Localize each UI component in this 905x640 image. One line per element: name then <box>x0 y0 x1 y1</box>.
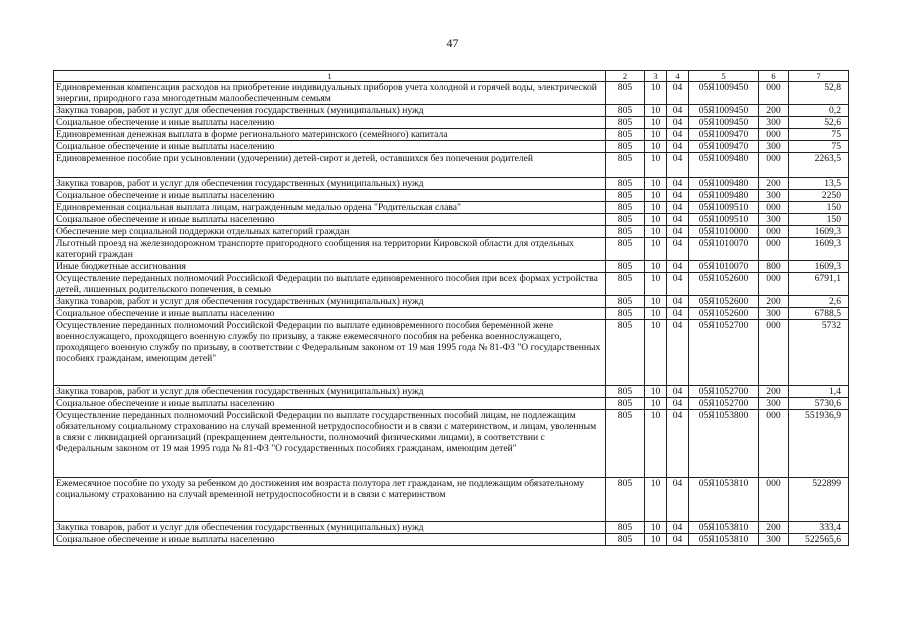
cell-ministry-code: 805 <box>606 178 645 190</box>
cell-amount: 522565,6 <box>789 534 849 546</box>
table-row <box>54 386 849 398</box>
row-description: Социальное обеспечение и иные выплаты населению <box>54 534 606 546</box>
cell-target-article: 05Я1009510 <box>689 202 759 214</box>
column-header: 5 <box>689 71 759 82</box>
cell-target-article: 05Я1009450 <box>689 117 759 129</box>
row-description: Осуществление переданных полномочий Российской Федерации по выплате единовременного пособия при всех формах устройства детей, лишенных родительского попечения, в семью <box>54 273 606 296</box>
table-row <box>54 178 849 190</box>
cell-section: 10 <box>645 153 667 178</box>
cell-amount: 1,4 <box>789 386 849 398</box>
row-description: Закупка товаров, работ и услуг для обеспечения государственных (муниципальных) нужд <box>54 296 606 308</box>
cell-target-article: 05Я1009510 <box>689 214 759 226</box>
column-header: 4 <box>667 71 689 82</box>
cell-section: 10 <box>645 190 667 202</box>
page-number: 47 <box>446 36 459 50</box>
table-row <box>54 273 849 296</box>
cell-amount: 5732 <box>789 320 849 386</box>
cell-subsection: 04 <box>667 117 689 129</box>
table-row <box>54 153 849 178</box>
cell-expense-type: 800 <box>759 261 789 273</box>
cell-amount: 2250 <box>789 190 849 202</box>
column-header: 6 <box>759 71 789 82</box>
cell-target-article: 05Я1009450 <box>689 82 759 105</box>
cell-target-article: 05Я1052700 <box>689 320 759 386</box>
table-row <box>54 190 849 202</box>
table-row <box>54 202 849 214</box>
cell-target-article: 05Я1053810 <box>689 522 759 534</box>
cell-section: 10 <box>645 129 667 141</box>
cell-subsection: 04 <box>667 410 689 478</box>
table-row <box>54 410 849 478</box>
cell-subsection: 04 <box>667 178 689 190</box>
cell-section: 10 <box>645 534 667 546</box>
cell-subsection: 04 <box>667 534 689 546</box>
cell-subsection: 04 <box>667 238 689 261</box>
cell-section: 10 <box>645 522 667 534</box>
cell-ministry-code: 805 <box>606 398 645 410</box>
cell-amount: 5730,6 <box>789 398 849 410</box>
cell-expense-type: 300 <box>759 214 789 226</box>
column-header: 7 <box>789 71 849 82</box>
row-description: Закупка товаров, работ и услуг для обеспечения государственных (муниципальных) нужд <box>54 522 606 534</box>
cell-subsection: 04 <box>667 82 689 105</box>
cell-amount: 1609,3 <box>789 226 849 238</box>
cell-section: 10 <box>645 273 667 296</box>
row-description: Социальное обеспечение и иные выплаты населению <box>54 398 606 410</box>
row-description: Социальное обеспечение и иные выплаты населению <box>54 308 606 320</box>
cell-section: 10 <box>645 478 667 522</box>
cell-ministry-code: 805 <box>606 296 645 308</box>
cell-subsection: 04 <box>667 522 689 534</box>
cell-ministry-code: 805 <box>606 190 645 202</box>
cell-ministry-code: 805 <box>606 129 645 141</box>
cell-section: 10 <box>645 202 667 214</box>
table-row <box>54 226 849 238</box>
cell-section: 10 <box>645 117 667 129</box>
cell-subsection: 04 <box>667 141 689 153</box>
cell-expense-type: 200 <box>759 386 789 398</box>
budget-table <box>53 70 849 546</box>
cell-target-article: 05Я1009470 <box>689 129 759 141</box>
table-row <box>54 238 849 261</box>
table-row <box>54 141 849 153</box>
cell-amount: 75 <box>789 129 849 141</box>
table-row <box>54 261 849 273</box>
cell-subsection: 04 <box>667 153 689 178</box>
cell-amount: 1609,3 <box>789 238 849 261</box>
column-header: 2 <box>606 71 645 82</box>
cell-subsection: 04 <box>667 320 689 386</box>
cell-section: 10 <box>645 141 667 153</box>
cell-subsection: 04 <box>667 226 689 238</box>
cell-expense-type: 300 <box>759 190 789 202</box>
cell-expense-type: 000 <box>759 410 789 478</box>
table-row <box>54 320 849 386</box>
cell-amount: 2,6 <box>789 296 849 308</box>
cell-target-article: 05Я1052700 <box>689 398 759 410</box>
cell-section: 10 <box>645 105 667 117</box>
table-row <box>54 82 849 105</box>
cell-ministry-code: 805 <box>606 202 645 214</box>
row-description: Ежемесячное пособие по уходу за ребенком до достижения им возраста полутора лет гражданам, не подлежащим обязательному социальному страхованию на случай временной нетрудоспособности и в связи с материнством <box>54 478 606 522</box>
cell-expense-type: 000 <box>759 320 789 386</box>
cell-expense-type: 200 <box>759 522 789 534</box>
cell-expense-type: 000 <box>759 153 789 178</box>
cell-amount: 0,2 <box>789 105 849 117</box>
cell-ministry-code: 805 <box>606 117 645 129</box>
header-row <box>54 71 849 82</box>
cell-subsection: 04 <box>667 190 689 202</box>
row-description: Закупка товаров, работ и услуг для обеспечения государственных (муниципальных) нужд <box>54 386 606 398</box>
cell-section: 10 <box>645 398 667 410</box>
cell-ministry-code: 805 <box>606 238 645 261</box>
cell-section: 10 <box>645 410 667 478</box>
table-row <box>54 105 849 117</box>
row-description: Иные бюджетные ассигнования <box>54 261 606 273</box>
cell-subsection: 04 <box>667 129 689 141</box>
cell-expense-type: 000 <box>759 273 789 296</box>
row-description: Социальное обеспечение и иные выплаты населению <box>54 117 606 129</box>
cell-section: 10 <box>645 261 667 273</box>
cell-section: 10 <box>645 214 667 226</box>
cell-amount: 150 <box>789 214 849 226</box>
table-row <box>54 308 849 320</box>
row-description: Обеспечение мер социальной поддержки отдельных категорий граждан <box>54 226 606 238</box>
cell-ministry-code: 805 <box>606 82 645 105</box>
cell-expense-type: 000 <box>759 82 789 105</box>
row-description: Единовременное пособие при усыновлении (удочерении) детей-сирот и детей, оставшихся без попечения родителей <box>54 153 606 178</box>
cell-subsection: 04 <box>667 214 689 226</box>
cell-amount: 52,6 <box>789 117 849 129</box>
cell-expense-type: 300 <box>759 117 789 129</box>
row-description: Закупка товаров, работ и услуг для обеспечения государственных (муниципальных) нужд <box>54 178 606 190</box>
cell-target-article: 05Я1009470 <box>689 141 759 153</box>
cell-ministry-code: 805 <box>606 308 645 320</box>
cell-expense-type: 200 <box>759 178 789 190</box>
cell-subsection: 04 <box>667 398 689 410</box>
table-row <box>54 398 849 410</box>
cell-target-article: 05Я1010070 <box>689 261 759 273</box>
table-row <box>54 296 849 308</box>
cell-amount: 333,4 <box>789 522 849 534</box>
cell-subsection: 04 <box>667 478 689 522</box>
cell-expense-type: 000 <box>759 226 789 238</box>
table-row <box>54 478 849 522</box>
cell-amount: 6791,1 <box>789 273 849 296</box>
cell-target-article: 05Я1009450 <box>689 105 759 117</box>
cell-target-article: 05Я1009480 <box>689 190 759 202</box>
row-description: Социальное обеспечение и иные выплаты населению <box>54 141 606 153</box>
cell-target-article: 05Я1052700 <box>689 386 759 398</box>
column-header: 3 <box>645 71 667 82</box>
cell-expense-type: 300 <box>759 308 789 320</box>
cell-ministry-code: 805 <box>606 410 645 478</box>
cell-section: 10 <box>645 320 667 386</box>
table-row <box>54 522 849 534</box>
cell-ministry-code: 805 <box>606 478 645 522</box>
cell-subsection: 04 <box>667 261 689 273</box>
cell-ministry-code: 805 <box>606 141 645 153</box>
cell-amount: 75 <box>789 141 849 153</box>
cell-target-article: 05Я1009480 <box>689 153 759 178</box>
cell-amount: 150 <box>789 202 849 214</box>
cell-expense-type: 200 <box>759 296 789 308</box>
cell-expense-type: 300 <box>759 398 789 410</box>
row-description: Закупка товаров, работ и услуг для обеспечения государственных (муниципальных) нужд <box>54 105 606 117</box>
row-description: Единовременная компенсация расходов на приобретение индивидуальных приборов учета холодной и горячей воды, электрической энергии, природного газа многодетным малообеспеченным семьям <box>54 82 606 105</box>
cell-amount: 1609,3 <box>789 261 849 273</box>
cell-target-article: 05Я1010070 <box>689 238 759 261</box>
cell-target-article: 05Я1053810 <box>689 534 759 546</box>
table-row <box>54 214 849 226</box>
table-row <box>54 117 849 129</box>
cell-target-article: 05Я1052600 <box>689 273 759 296</box>
table-row <box>54 129 849 141</box>
cell-section: 10 <box>645 178 667 190</box>
cell-ministry-code: 805 <box>606 522 645 534</box>
cell-target-article: 05Я1053810 <box>689 478 759 522</box>
cell-target-article: 05Я1010000 <box>689 226 759 238</box>
row-description: Осуществление переданных полномочий Российской Федерации по выплате государственных пособий лицам, не подлежащим обязательному социальному страхованию на случай временной нетрудоспособности и в связи с материнством, и лицам, уволенным в связи с ликвидацией организаций (прекращением деятельности, полномочий физическими лицами), в соответствии с Федеральным законом от 19 мая 1995 года № 81-ФЗ "О государственных пособиях гражданам, имеющим детей" <box>54 410 606 478</box>
cell-subsection: 04 <box>667 273 689 296</box>
cell-ministry-code: 805 <box>606 153 645 178</box>
cell-section: 10 <box>645 82 667 105</box>
cell-target-article: 05Я1009480 <box>689 178 759 190</box>
cell-amount: 52,8 <box>789 82 849 105</box>
cell-ministry-code: 805 <box>606 386 645 398</box>
cell-section: 10 <box>645 226 667 238</box>
cell-section: 10 <box>645 386 667 398</box>
cell-ministry-code: 805 <box>606 320 645 386</box>
row-description: Единовременная социальная выплата лицам, награжденным медалью ордена "Родительская слава" <box>54 202 606 214</box>
cell-expense-type: 200 <box>759 105 789 117</box>
cell-amount: 13,5 <box>789 178 849 190</box>
cell-amount: 6788,5 <box>789 308 849 320</box>
cell-subsection: 04 <box>667 308 689 320</box>
cell-ministry-code: 805 <box>606 226 645 238</box>
cell-subsection: 04 <box>667 386 689 398</box>
column-header: 1 <box>54 71 606 82</box>
cell-expense-type: 000 <box>759 478 789 522</box>
cell-expense-type: 300 <box>759 534 789 546</box>
row-description: Единовременная денежная выплата в форме регионального материнского (семейного) капитала <box>54 129 606 141</box>
cell-ministry-code: 805 <box>606 214 645 226</box>
row-description: Социальное обеспечение и иные выплаты населению <box>54 190 606 202</box>
row-description: Социальное обеспечение и иные выплаты населению <box>54 214 606 226</box>
cell-target-article: 05Я1052600 <box>689 296 759 308</box>
cell-amount: 522899 <box>789 478 849 522</box>
cell-section: 10 <box>645 296 667 308</box>
cell-expense-type: 000 <box>759 202 789 214</box>
cell-ministry-code: 805 <box>606 105 645 117</box>
cell-ministry-code: 805 <box>606 261 645 273</box>
cell-section: 10 <box>645 308 667 320</box>
cell-subsection: 04 <box>667 105 689 117</box>
table-row <box>54 534 849 546</box>
cell-ministry-code: 805 <box>606 273 645 296</box>
cell-section: 10 <box>645 238 667 261</box>
cell-target-article: 05Я1053800 <box>689 410 759 478</box>
cell-subsection: 04 <box>667 296 689 308</box>
cell-amount: 2263,5 <box>789 153 849 178</box>
cell-expense-type: 000 <box>759 129 789 141</box>
cell-ministry-code: 805 <box>606 534 645 546</box>
cell-target-article: 05Я1052600 <box>689 308 759 320</box>
cell-expense-type: 300 <box>759 141 789 153</box>
cell-subsection: 04 <box>667 202 689 214</box>
cell-amount: 551936,9 <box>789 410 849 478</box>
row-description: Льготный проезд на железнодорожном транспорте пригородного сообщения на территории Кировской области для отдельных категорий граждан <box>54 238 606 261</box>
row-description: Осуществление переданных полномочий Российской Федерации по выплате единовременного пособия беременной жене военнослужащего, проходящего военную службу по призыву, а также ежемесячного пособия на ребенка военнослужащего, проходящего военную службу по призыву, в соответствии с Федеральным законом от 19 мая 1995 года № 81-ФЗ "О государственных пособиях гражданам, имеющим детей" <box>54 320 606 386</box>
cell-expense-type: 000 <box>759 238 789 261</box>
